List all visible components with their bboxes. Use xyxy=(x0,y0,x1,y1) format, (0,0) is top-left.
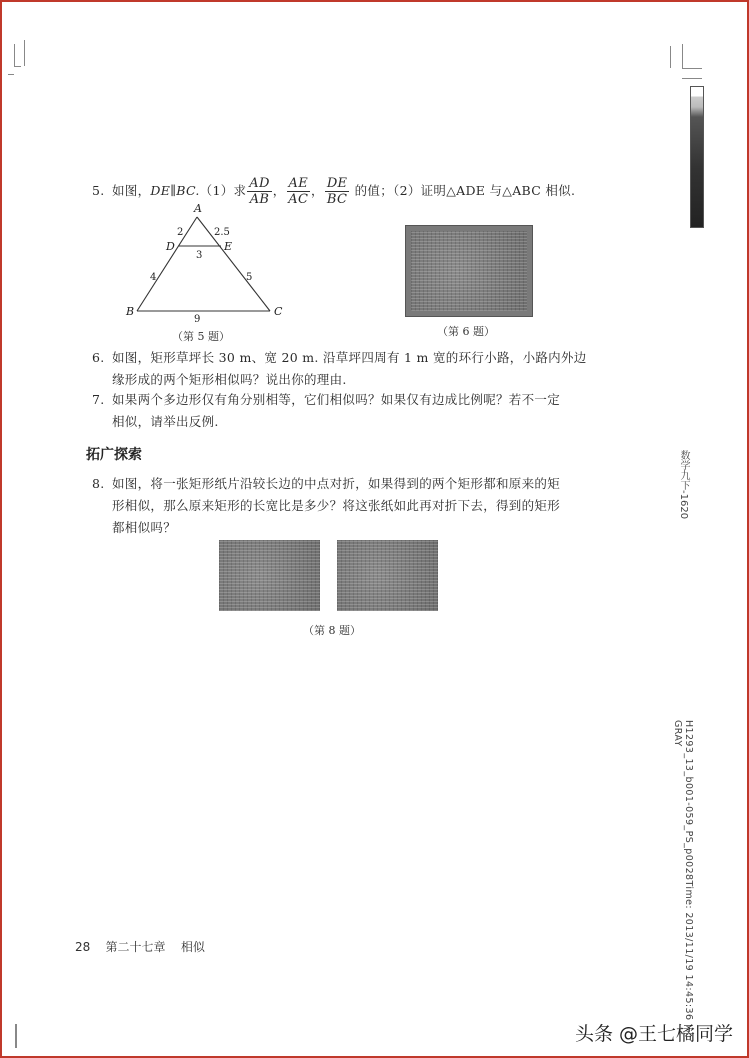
watermark: 头条 @王七橘同学 xyxy=(575,1023,734,1045)
problem-text: 都相似吗？ xyxy=(112,520,177,535)
crop-mark-top-right xyxy=(682,44,683,68)
print-info-line: GRAY xyxy=(672,720,683,747)
problem-6 xyxy=(92,347,587,391)
crop-mark-top-right xyxy=(682,78,702,79)
chapter-label: 第二十七章 xyxy=(105,940,166,954)
separator: ， xyxy=(311,183,324,198)
problem-number: 7. xyxy=(92,392,105,407)
denominator: AC xyxy=(288,192,309,207)
problem-7 xyxy=(92,389,560,433)
part2: （2）证明△ADE 与△ABC 相似. xyxy=(393,183,576,198)
vertex-d: D xyxy=(166,240,175,253)
print-info-line: H1293_13_b001-059_PS_p0028Time: 2013/11/19 14:45:36 xyxy=(683,720,694,1021)
denominator: BC xyxy=(326,192,348,207)
vertex-a: A xyxy=(194,202,202,215)
grayscale-bar xyxy=(690,86,704,228)
denominator: AB xyxy=(249,192,270,207)
print-info xyxy=(672,720,694,1020)
problem-text: 形相似，那么原来矩形的长宽比是多少？将这张纸如此再对折下去，得到的矩形 xyxy=(112,498,561,513)
premise: DE∥BC. xyxy=(150,183,200,198)
label-de: 3 xyxy=(196,250,203,261)
label-ad: 2 xyxy=(177,227,184,238)
label-bc: 9 xyxy=(194,314,201,325)
section-title: 拓广探索 xyxy=(86,447,142,463)
page-footer xyxy=(75,938,205,955)
crop-mark-top-right xyxy=(670,46,671,68)
separator: ， xyxy=(272,183,286,198)
chapter-title: 相似 xyxy=(180,940,205,954)
problem-text: 如果两个多边形仅有角分别相等，它们相似吗？如果仅有边成比例呢？若不一定 xyxy=(112,392,561,407)
crop-mark-top-right xyxy=(682,68,702,69)
vertex-b: B xyxy=(126,305,135,318)
side-label: 数学九下-1620 xyxy=(678,450,689,520)
problem-text: 如图， xyxy=(112,183,151,198)
lawn-texture xyxy=(411,231,527,311)
crop-mark-bottom-left xyxy=(15,1024,17,1048)
problem-number: 6. xyxy=(92,350,105,365)
problem-number: 8. xyxy=(92,476,105,491)
figure-8-rectangle-right xyxy=(337,540,438,611)
label-db: 4 xyxy=(150,272,157,283)
vertex-c: C xyxy=(274,305,283,318)
figure-6-caption: （第 6 题） xyxy=(437,325,495,338)
numerator: AD xyxy=(249,176,270,191)
part1-tail: 的值； xyxy=(350,183,394,198)
crop-mark-top-left xyxy=(24,40,25,66)
crop-mark-top-left xyxy=(14,44,15,66)
problem-text: 如图，将一张矩形纸片沿较长边的中点对折，如果得到的两个矩形都和原来的矩 xyxy=(112,476,561,491)
numerator: DE xyxy=(326,176,348,191)
problem-text: 相似，请举出反例. xyxy=(112,414,219,429)
problem-number: 5. xyxy=(92,183,105,198)
problem-text: 如图，矩形草坪长 30 m、宽 20 m. 沿草坪四周有 1 m 宽的环行小路，小路内外边 xyxy=(112,350,587,365)
problem-8 xyxy=(92,473,560,539)
vertex-e: E xyxy=(224,240,233,253)
page-number: 28 xyxy=(75,940,91,954)
figure-8-rectangle-left xyxy=(219,540,320,611)
crop-mark-top-left xyxy=(8,74,14,75)
numerator: AE xyxy=(288,176,309,191)
part1-label: （1）求 xyxy=(199,183,247,198)
figure-8-caption: （第 8 题） xyxy=(303,624,361,637)
problem-text: 缘形成的两个矩形相似吗？说出你的理由. xyxy=(112,372,347,387)
label-ec: 5 xyxy=(246,272,253,283)
crop-mark-top-left xyxy=(14,66,21,67)
figure-5-caption: （第 5 题） xyxy=(172,330,230,343)
fraction-de-bc xyxy=(325,176,350,207)
figure-6-image xyxy=(405,225,533,317)
triangle-figure xyxy=(120,198,300,328)
label-ae: 2.5 xyxy=(214,227,230,238)
